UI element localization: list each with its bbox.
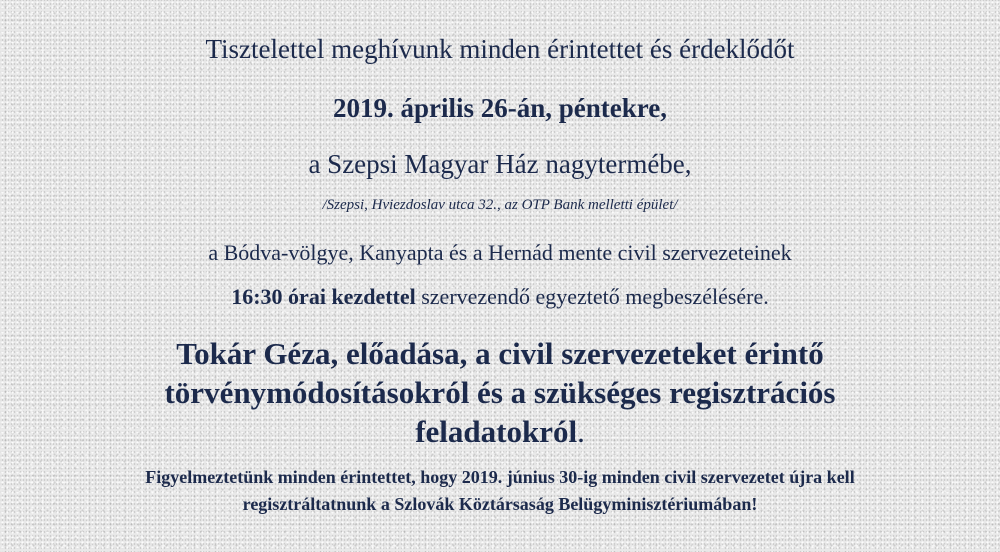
invitation-intro: Tisztelettel meghívunk minden érintettet és érdeklődőt (205, 34, 795, 64)
organizations-line: a Bódva-völgye, Kanyapta és a Hernád mente civil szervezeteinek (208, 240, 792, 265)
event-venue: a Szepsi Magyar Ház nagytermébe, (308, 149, 692, 179)
meeting-text: szervezendő egyeztető megbeszélésére. (415, 284, 769, 309)
start-time: 16:30 órai kezdettel (231, 284, 416, 309)
talk-suffix: . (577, 414, 585, 449)
start-time-line (0, 284, 1000, 310)
registration-warning: Figyelmeztetünk minden érintettet, hogy 2019. június 30-ig minden civil szervezetet újra kell regisztráltatnunk a Szlovák Köztársaság Belügyminisztériumában! (145, 467, 855, 514)
venue-address: /Szepsi, Hviezdoslav utca 32., az OTP Bank melletti épület/ (322, 197, 678, 213)
talk-title: Tokár Géza, előadása, a civil szervezeteket érintő törvénymódosításokról és a szükséges regisztrációs feladatokról (164, 336, 836, 449)
event-date: 2019. április 26-án, péntekre, (332, 93, 667, 123)
talk-announcement (100, 334, 900, 451)
